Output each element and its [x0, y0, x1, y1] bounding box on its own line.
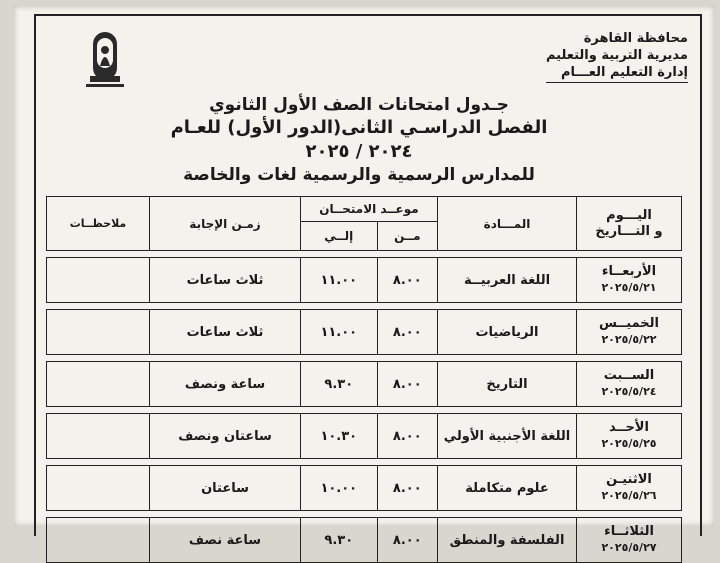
cell-subject: الفلسفة والمنطق [438, 518, 577, 563]
day-name: الأحــد [609, 420, 649, 435]
cell-from: ٨.٠٠ [377, 518, 437, 563]
cell-day-date [577, 414, 682, 459]
cell-subject: علوم متكاملة [438, 466, 577, 511]
cell-from: ٨.٠٠ [377, 362, 437, 407]
row-separator [47, 303, 682, 310]
title-line-1: جـدول امتحانات الصف الأول الثانوي [209, 95, 509, 115]
cell-notes [47, 258, 150, 303]
table-body [47, 258, 682, 563]
document-titles [164, 94, 554, 186]
row-separator-cell [47, 355, 682, 362]
header-date: و التـــاريخ [595, 223, 663, 239]
cell-from: ٨.٠٠ [377, 414, 437, 459]
title-line-2: الفصل الدراسـي الثانى(الدور الأول) للعـام ٢٠٢٤ / ٢٠٢٥ [170, 117, 548, 162]
header-from: مــن [377, 222, 437, 251]
cell-duration: ساعتان ونصف [150, 414, 301, 459]
office-name: إدارة التعليم العـــام [546, 64, 688, 83]
cell-duration: ثلاث ساعات [150, 258, 301, 303]
ministry-logo-icon [60, 26, 150, 108]
cell-notes [47, 362, 150, 407]
table-row [47, 310, 682, 355]
cell-day-date [577, 362, 682, 407]
header-exam-time: موعــد الامتحــان [301, 197, 438, 222]
table-row [47, 362, 682, 407]
row-separator-cell [47, 511, 682, 518]
row-separator [47, 407, 682, 414]
day-name: الأربعــاء [601, 264, 657, 279]
exam-schedule-table [46, 196, 682, 563]
header-to: إلــي [301, 222, 378, 251]
exam-date: ٢٠٢٥/٥/٢٧ [601, 541, 657, 554]
day-name: الثلاثــاء [604, 524, 654, 539]
header-notes: ملاحظــات [47, 197, 150, 251]
header-duration: زمـن الإجابة [150, 197, 301, 251]
cell-to: ٩.٣٠ [301, 362, 378, 407]
cell-to: ١١.٠٠ [301, 310, 378, 355]
cell-from: ٨.٠٠ [377, 466, 437, 511]
cell-to: ٩.٣٠ [301, 518, 378, 563]
table-row [47, 258, 682, 303]
row-separator-cell [47, 303, 682, 310]
row-separator [47, 511, 682, 518]
day-name: الاثنيـن [606, 472, 652, 487]
cell-from: ٨.٠٠ [377, 310, 437, 355]
cell-notes [47, 310, 150, 355]
cell-subject: الرياضيات [438, 310, 577, 355]
cell-duration: ساعة نصف [150, 518, 301, 563]
cell-day-date [577, 518, 682, 563]
cell-duration: ساعتان [150, 466, 301, 511]
header-subject: المـــادة [438, 197, 577, 251]
table-row [47, 518, 682, 563]
exam-date: ٢٠٢٥/٥/٢٥ [601, 437, 657, 450]
cell-from: ٨.٠٠ [377, 258, 437, 303]
cell-day-date [577, 258, 682, 303]
day-name: الخميــس [599, 316, 659, 331]
table-header-row [47, 197, 682, 222]
directorate-name: مديرية التربية والتعليم [545, 48, 688, 63]
table-row [47, 466, 682, 511]
row-separator [47, 459, 682, 466]
cell-day-date [577, 466, 682, 511]
cell-duration: ساعة ونصف [150, 362, 301, 407]
exam-date: ٢٠٢٥/٥/٢٢ [601, 333, 657, 346]
header-separator-cell [47, 251, 682, 258]
cell-day-date [577, 310, 682, 355]
cell-to: ١٠.٣٠ [301, 414, 378, 459]
cell-notes [47, 466, 150, 511]
day-name: الســبت [603, 368, 655, 383]
cell-to: ١١.٠٠ [301, 258, 378, 303]
header-separator [47, 251, 682, 258]
exam-date: ٢٠٢٥/٥/٢٦ [601, 489, 657, 502]
cell-duration: ثلاث ساعات [150, 310, 301, 355]
cell-to: ١٠.٠٠ [301, 466, 378, 511]
issuing-authority [546, 30, 688, 83]
table-row [47, 414, 682, 459]
header-day-date [577, 197, 682, 251]
cell-subject: التاريخ [438, 362, 577, 407]
cell-notes [47, 518, 150, 563]
row-separator-cell [47, 407, 682, 414]
cell-subject: اللغة العربيــة [438, 258, 577, 303]
cell-subject: اللغة الأجنبية الأولي [438, 414, 577, 459]
cell-notes [47, 414, 150, 459]
title-line-3: للمدارس الرسمية والرسمية لغات والخاصة [183, 165, 535, 185]
header-day: اليـــوم [606, 207, 652, 223]
row-separator-cell [47, 459, 682, 466]
exam-date: ٢٠٢٥/٥/٢٤ [601, 385, 657, 398]
governorate-name: محافظة القاهرة [583, 31, 688, 46]
document-page [14, 6, 714, 554]
row-separator [47, 355, 682, 362]
exam-date: ٢٠٢٥/٥/٢١ [601, 281, 657, 294]
